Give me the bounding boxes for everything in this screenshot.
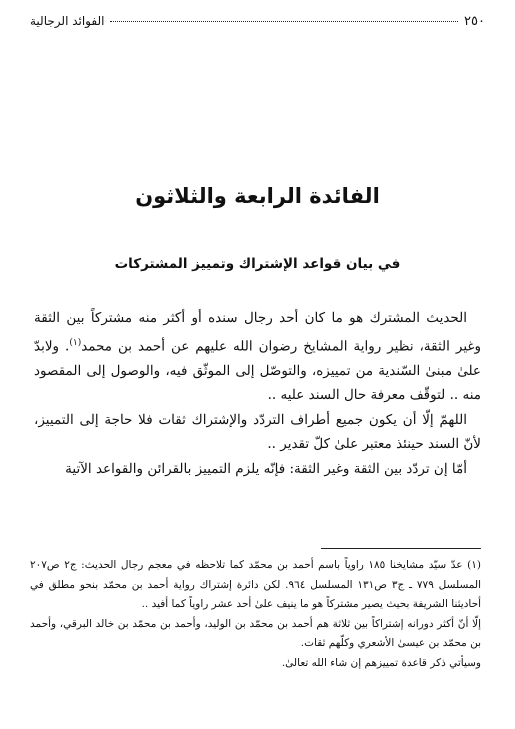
chapter-title: الفائدة الرابعة والثلاثون xyxy=(135,184,380,208)
footnote-paragraph: إلّا أنّ أكثر دورانه إشتراكاً بين ثلاثة هم أحمد بن محمّد بن الوليد، وأحمد بن محمّد بن خالد البرقي، وأحمد بن محمّد بن عيسىٰ الأشعري وكلّهم ثقات. xyxy=(30,617,481,649)
chapter-subtitle: في بيان قواعد الإشتراك وتمييز المشتركات xyxy=(114,256,401,272)
header-dotted-leader xyxy=(110,21,458,22)
body-text xyxy=(34,306,481,481)
page-header xyxy=(30,14,485,36)
page-number: ٢٥٠ xyxy=(464,14,485,29)
body-paragraph: الحديث المشترك هو ما كان أحد رجال سنده أو أكثر منه مشتركاً بين الثقة وغير الثقة، نظير رواية المشايخ رضوان الله عليهم عن أحمد بن محمد$^{(١)}$. ولابدّ علىٰ مبنىٰ السّندية من تمييزه، والتوصّل إلى الموثّق فيه، والوصول إلى المقصود منه .. لتوقّف معرفة حال السند عليه .. xyxy=(34,310,481,403)
footnotes xyxy=(30,556,481,673)
running-title: الفوائد الرجالية xyxy=(30,14,105,28)
footnote-reference[interactable]: (١) xyxy=(69,337,82,348)
body-paragraph: اللهمّ إلّا أن يكون جميع أطراف التردّد والإشتراك ثقات فلا حاجة إلى التمييز، لأنّ السند حينئذ معتبر علىٰ كلّ تقدير .. xyxy=(34,411,481,452)
body-paragraph-text: الحديث المشترك هو ما كان أحد رجال سنده أو أكثر منه مشتركاً بين الثقة وغير الثقة، نظير رواية المشايخ رضوان الله عليهم عن أحمد بن محمد xyxy=(34,310,481,354)
footnote-separator xyxy=(321,548,481,549)
footnote-paragraph: (١) عدّ سيّد مشايخنا ١٨٥ راوياً باسم أحمد بن محمّد كما تلاحظه في معجم رجال الحديث: ج٢ ص٢٠٧ المسلسل ٧٧٩ ـ ج٣ ص١٣١ المسلسل ٩٦٤. لكن دائرة إشتراك رواية أحمد بن محمّد بنحو مطلق في أحاديثنا الشريفة بحيث يصير مشتركاً هو ما ينيف علىٰ أحد عشر راوياً كما أفيد .. xyxy=(30,559,481,610)
body-paragraph-text: ولابدّ علىٰ مبنىٰ السّندية من تمييزه، والتوصّل إلى الموثّق فيه، والوصول إلى المقصود منه .. لتوقّف معرفة حال السند عليه .. xyxy=(34,338,481,403)
body-paragraph: أمّا إن تردّد بين الثقة وغير الثقة: فإنّه يلزم التمييز بالقرائن والقواعد الآتية xyxy=(65,460,467,477)
footnote-paragraph: وسيأتي ذكر قاعدة تمييزهم إن شاء الله تعالىٰ. xyxy=(281,656,481,669)
